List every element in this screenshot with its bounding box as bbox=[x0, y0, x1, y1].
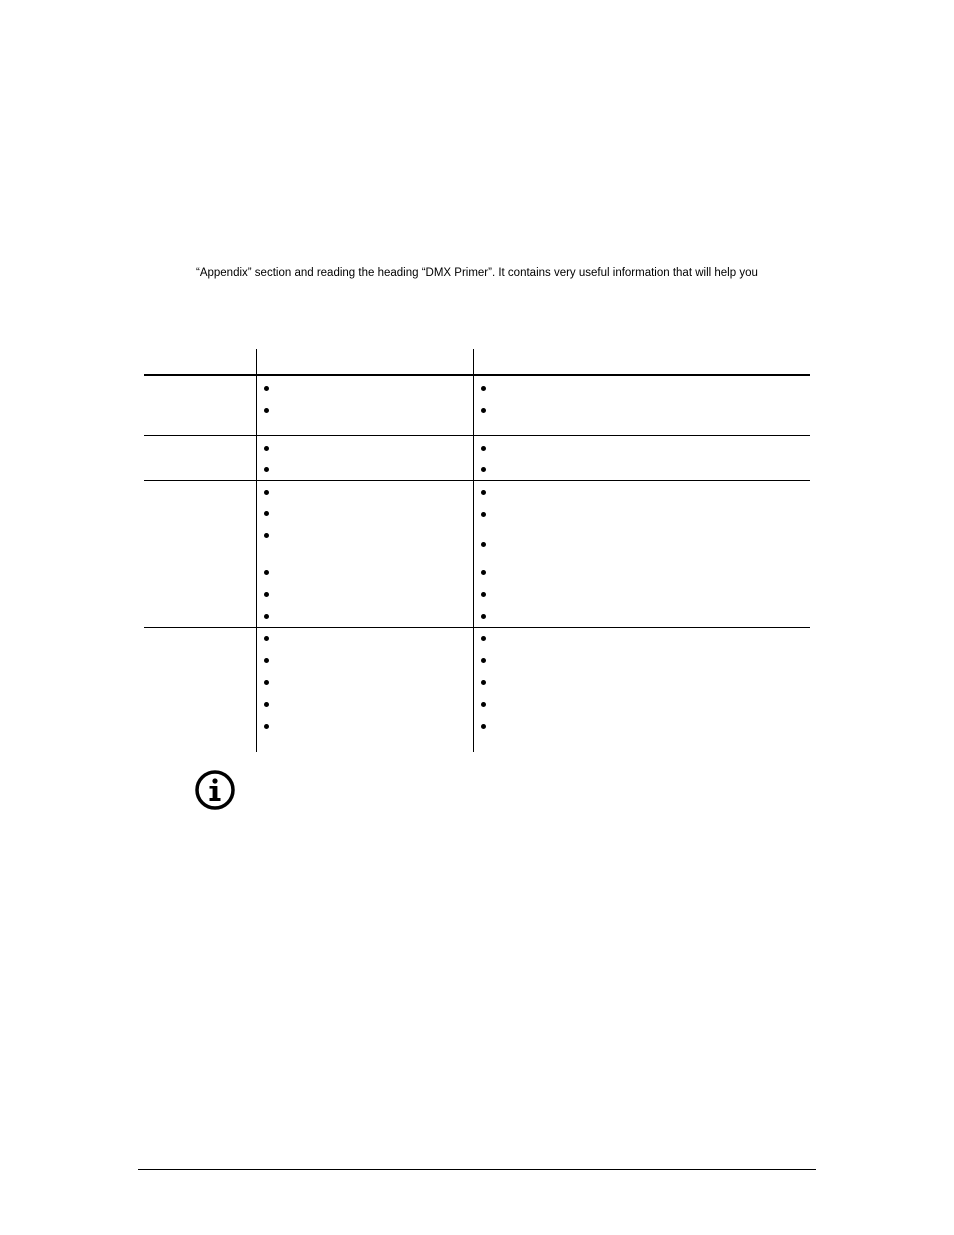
bullet-col3 bbox=[481, 512, 486, 517]
bullet-col3 bbox=[481, 408, 486, 413]
bullet-col3 bbox=[481, 592, 486, 597]
bullet-col3 bbox=[481, 724, 486, 729]
dmx-table bbox=[144, 349, 810, 752]
column-divider-2 bbox=[473, 349, 474, 752]
bullet-col2 bbox=[264, 724, 269, 729]
bullet-col2 bbox=[264, 467, 269, 472]
header-rule bbox=[144, 374, 810, 376]
bullet-col2 bbox=[264, 511, 269, 516]
bullet-col3 bbox=[481, 658, 486, 663]
bullet-col3 bbox=[481, 467, 486, 472]
bullet-col3 bbox=[481, 702, 486, 707]
bullet-col2 bbox=[264, 533, 269, 538]
bullet-col3 bbox=[481, 636, 486, 641]
bullet-col2 bbox=[264, 680, 269, 685]
row-separator bbox=[144, 480, 810, 481]
footer-rule bbox=[138, 1169, 816, 1170]
bullet-col3 bbox=[481, 386, 486, 391]
column-divider-1 bbox=[256, 349, 257, 752]
bullet-col2 bbox=[264, 386, 269, 391]
row-separator bbox=[144, 435, 810, 436]
bullet-col3 bbox=[481, 446, 486, 451]
intro-paragraph: “Appendix” section and reading the heading “DMX Primer”. It contains very useful information that will help you bbox=[196, 267, 758, 279]
bullet-col2 bbox=[264, 636, 269, 641]
bullet-col3 bbox=[481, 542, 486, 547]
bullet-col3 bbox=[481, 490, 486, 495]
bullet-col2 bbox=[264, 490, 269, 495]
bullet-col2 bbox=[264, 702, 269, 707]
info-icon bbox=[194, 769, 236, 811]
bullet-col2 bbox=[264, 446, 269, 451]
bullet-col3 bbox=[481, 614, 486, 619]
bullet-col2 bbox=[264, 614, 269, 619]
row-separator bbox=[144, 627, 810, 628]
bullet-col3 bbox=[481, 680, 486, 685]
bullet-col3 bbox=[481, 570, 486, 575]
bullet-col2 bbox=[264, 658, 269, 663]
bullet-col2 bbox=[264, 570, 269, 575]
bullet-col2 bbox=[264, 408, 269, 413]
bullet-col2 bbox=[264, 592, 269, 597]
